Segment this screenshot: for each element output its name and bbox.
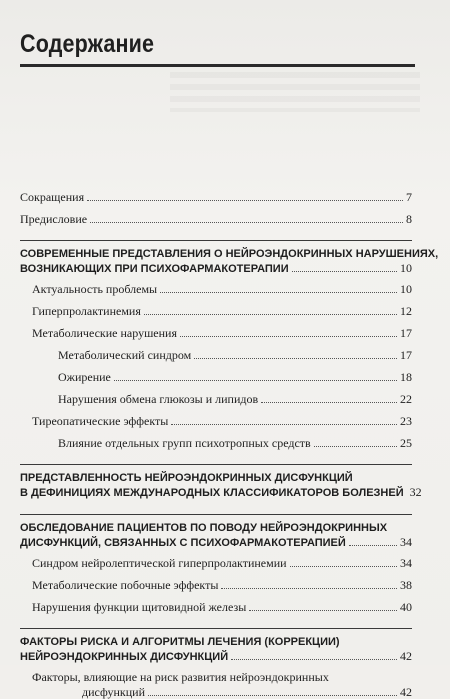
section-heading-line: В ДЕФИНИЦИЯХ МЕЖДУНАРОДНЫХ КЛАССИФИКАТОРОВ БОЛЕЗНЕЙ [20, 487, 404, 499]
toc-section-heading-3[interactable] [20, 514, 412, 550]
dot-leader [171, 414, 397, 425]
toc-entry-label: Нарушения функции щитовидной железы [32, 600, 247, 614]
dot-leader [148, 685, 397, 696]
toc-entry[interactable] [20, 304, 412, 318]
section-heading-line: ОБСЛЕДОВАНИЕ ПАЦИЕНТОВ ПО ПОВОДУ НЕЙРОЭНДОКРИННЫХ [20, 522, 388, 534]
toc-entry[interactable] [20, 282, 412, 296]
title-rule [20, 64, 415, 67]
toc-page-number: 10 [400, 282, 412, 296]
toc-entry[interactable] [20, 600, 412, 614]
page-title: Содержание [20, 30, 155, 58]
toc-page-number: 25 [400, 436, 412, 450]
toc-entry-label: Сокращения [20, 190, 85, 204]
section-heading-line: НЕЙРОЭНДОКРИННЫХ ДИСФУНКЦИЙ [20, 651, 229, 663]
toc-entry-label: Синдром нейролептической гиперпролактинемии [32, 556, 287, 570]
toc-page-number: 42 [400, 649, 412, 663]
toc-subentry[interactable] [20, 392, 412, 406]
toc-page-number: 12 [400, 304, 412, 318]
toc-page-number: 7 [406, 190, 412, 204]
toc-subentry[interactable] [20, 436, 412, 450]
toc-entry[interactable] [20, 326, 412, 340]
dot-leader [87, 190, 403, 201]
toc-subentry[interactable] [20, 370, 412, 384]
toc-entry[interactable] [20, 414, 412, 428]
toc-entry-label: дисфункций [82, 685, 145, 699]
toc-page-number: 34 [400, 556, 412, 570]
toc-page-number: 17 [400, 348, 412, 362]
dot-leader [180, 326, 397, 337]
section-heading-line: ДИСФУНКЦИЙ, СВЯЗАННЫХ С ПСИХОФАРМАКОТЕРАПИЕЙ [20, 537, 346, 549]
section-heading-line: ПРЕДСТАВЛЕННОСТЬ НЕЙРОЭНДОКРИННЫХ ДИСФУНКЦИЙ [20, 472, 353, 484]
toc-section-heading-4[interactable] [20, 628, 412, 664]
dot-leader [194, 348, 397, 359]
toc-page-number: 8 [406, 212, 412, 226]
section-heading-line: ФАКТОРЫ РИСКА И АЛГОРИТМЫ ЛЕЧЕНИЯ (КОРРЕКЦИИ) [20, 636, 340, 648]
toc-entry-multiline[interactable] [20, 670, 412, 699]
dot-leader [292, 261, 397, 272]
section-heading-line: ВОЗНИКАЮЩИХ ПРИ ПСИХОФАРМАКОТЕРАПИИ [20, 263, 289, 275]
toc-page-number: 22 [400, 392, 412, 406]
toc-entry-label: Актуальность проблемы [32, 282, 158, 296]
section-heading-line: СОВРЕМЕННЫЕ ПРЕДСТАВЛЕНИЯ О НЕЙРОЭНДОКРИННЫХ НАРУШЕНИЯХ, [20, 248, 439, 260]
toc-entry[interactable] [20, 578, 412, 592]
toc-entry-label: Тиреопатические эффекты [32, 414, 169, 428]
toc-page-number: 10 [400, 261, 412, 275]
dot-leader [290, 556, 397, 567]
toc-entry-label: Метаболические побочные эффекты [32, 578, 219, 592]
toc-entry-label: Метаболические нарушения [32, 326, 177, 340]
toc-page-number: 18 [400, 370, 412, 384]
toc-page-number: 34 [400, 535, 412, 549]
toc-page-number: 32 [409, 485, 422, 499]
dot-leader [249, 600, 397, 611]
toc-entry-label: Ожирение [58, 370, 111, 384]
toc-page-number: 17 [400, 326, 412, 340]
bleed-through-text [170, 72, 420, 112]
dot-leader [144, 304, 397, 315]
toc-entry-abbreviations[interactable] [20, 190, 412, 204]
toc-entry-preface[interactable] [20, 212, 412, 226]
toc-entry-label: Гиперпролактинемия [32, 304, 141, 318]
dot-leader [261, 392, 397, 403]
toc-entry[interactable] [20, 556, 412, 570]
toc-page-number: 23 [400, 414, 412, 428]
toc-entry-continuation [32, 685, 412, 699]
toc-entry-label: Факторы, влияющие на риск развития нейроэндокринных [32, 670, 329, 684]
dot-leader [114, 370, 397, 381]
toc-entry-label: Метаболический синдром [58, 348, 192, 362]
toc-page-number: 42 [400, 685, 412, 699]
dot-leader [349, 535, 397, 546]
toc-section-heading-1[interactable] [20, 240, 439, 276]
toc-page-number: 38 [400, 578, 412, 592]
dot-leader [231, 649, 397, 660]
toc-section-heading-2[interactable] [20, 464, 422, 500]
toc-entry-label: Предисловие [20, 212, 88, 226]
dot-leader [221, 578, 397, 589]
dot-leader [314, 436, 397, 447]
dot-leader [90, 212, 403, 223]
toc-entry-label: Влияние отдельных групп психотропных средств [58, 436, 311, 450]
toc-page-number: 40 [400, 600, 412, 614]
toc-subentry[interactable] [20, 348, 412, 362]
toc-entry-label: Нарушения обмена глюкозы и липидов [58, 392, 259, 406]
dot-leader [160, 282, 397, 293]
table-of-contents [20, 190, 439, 699]
